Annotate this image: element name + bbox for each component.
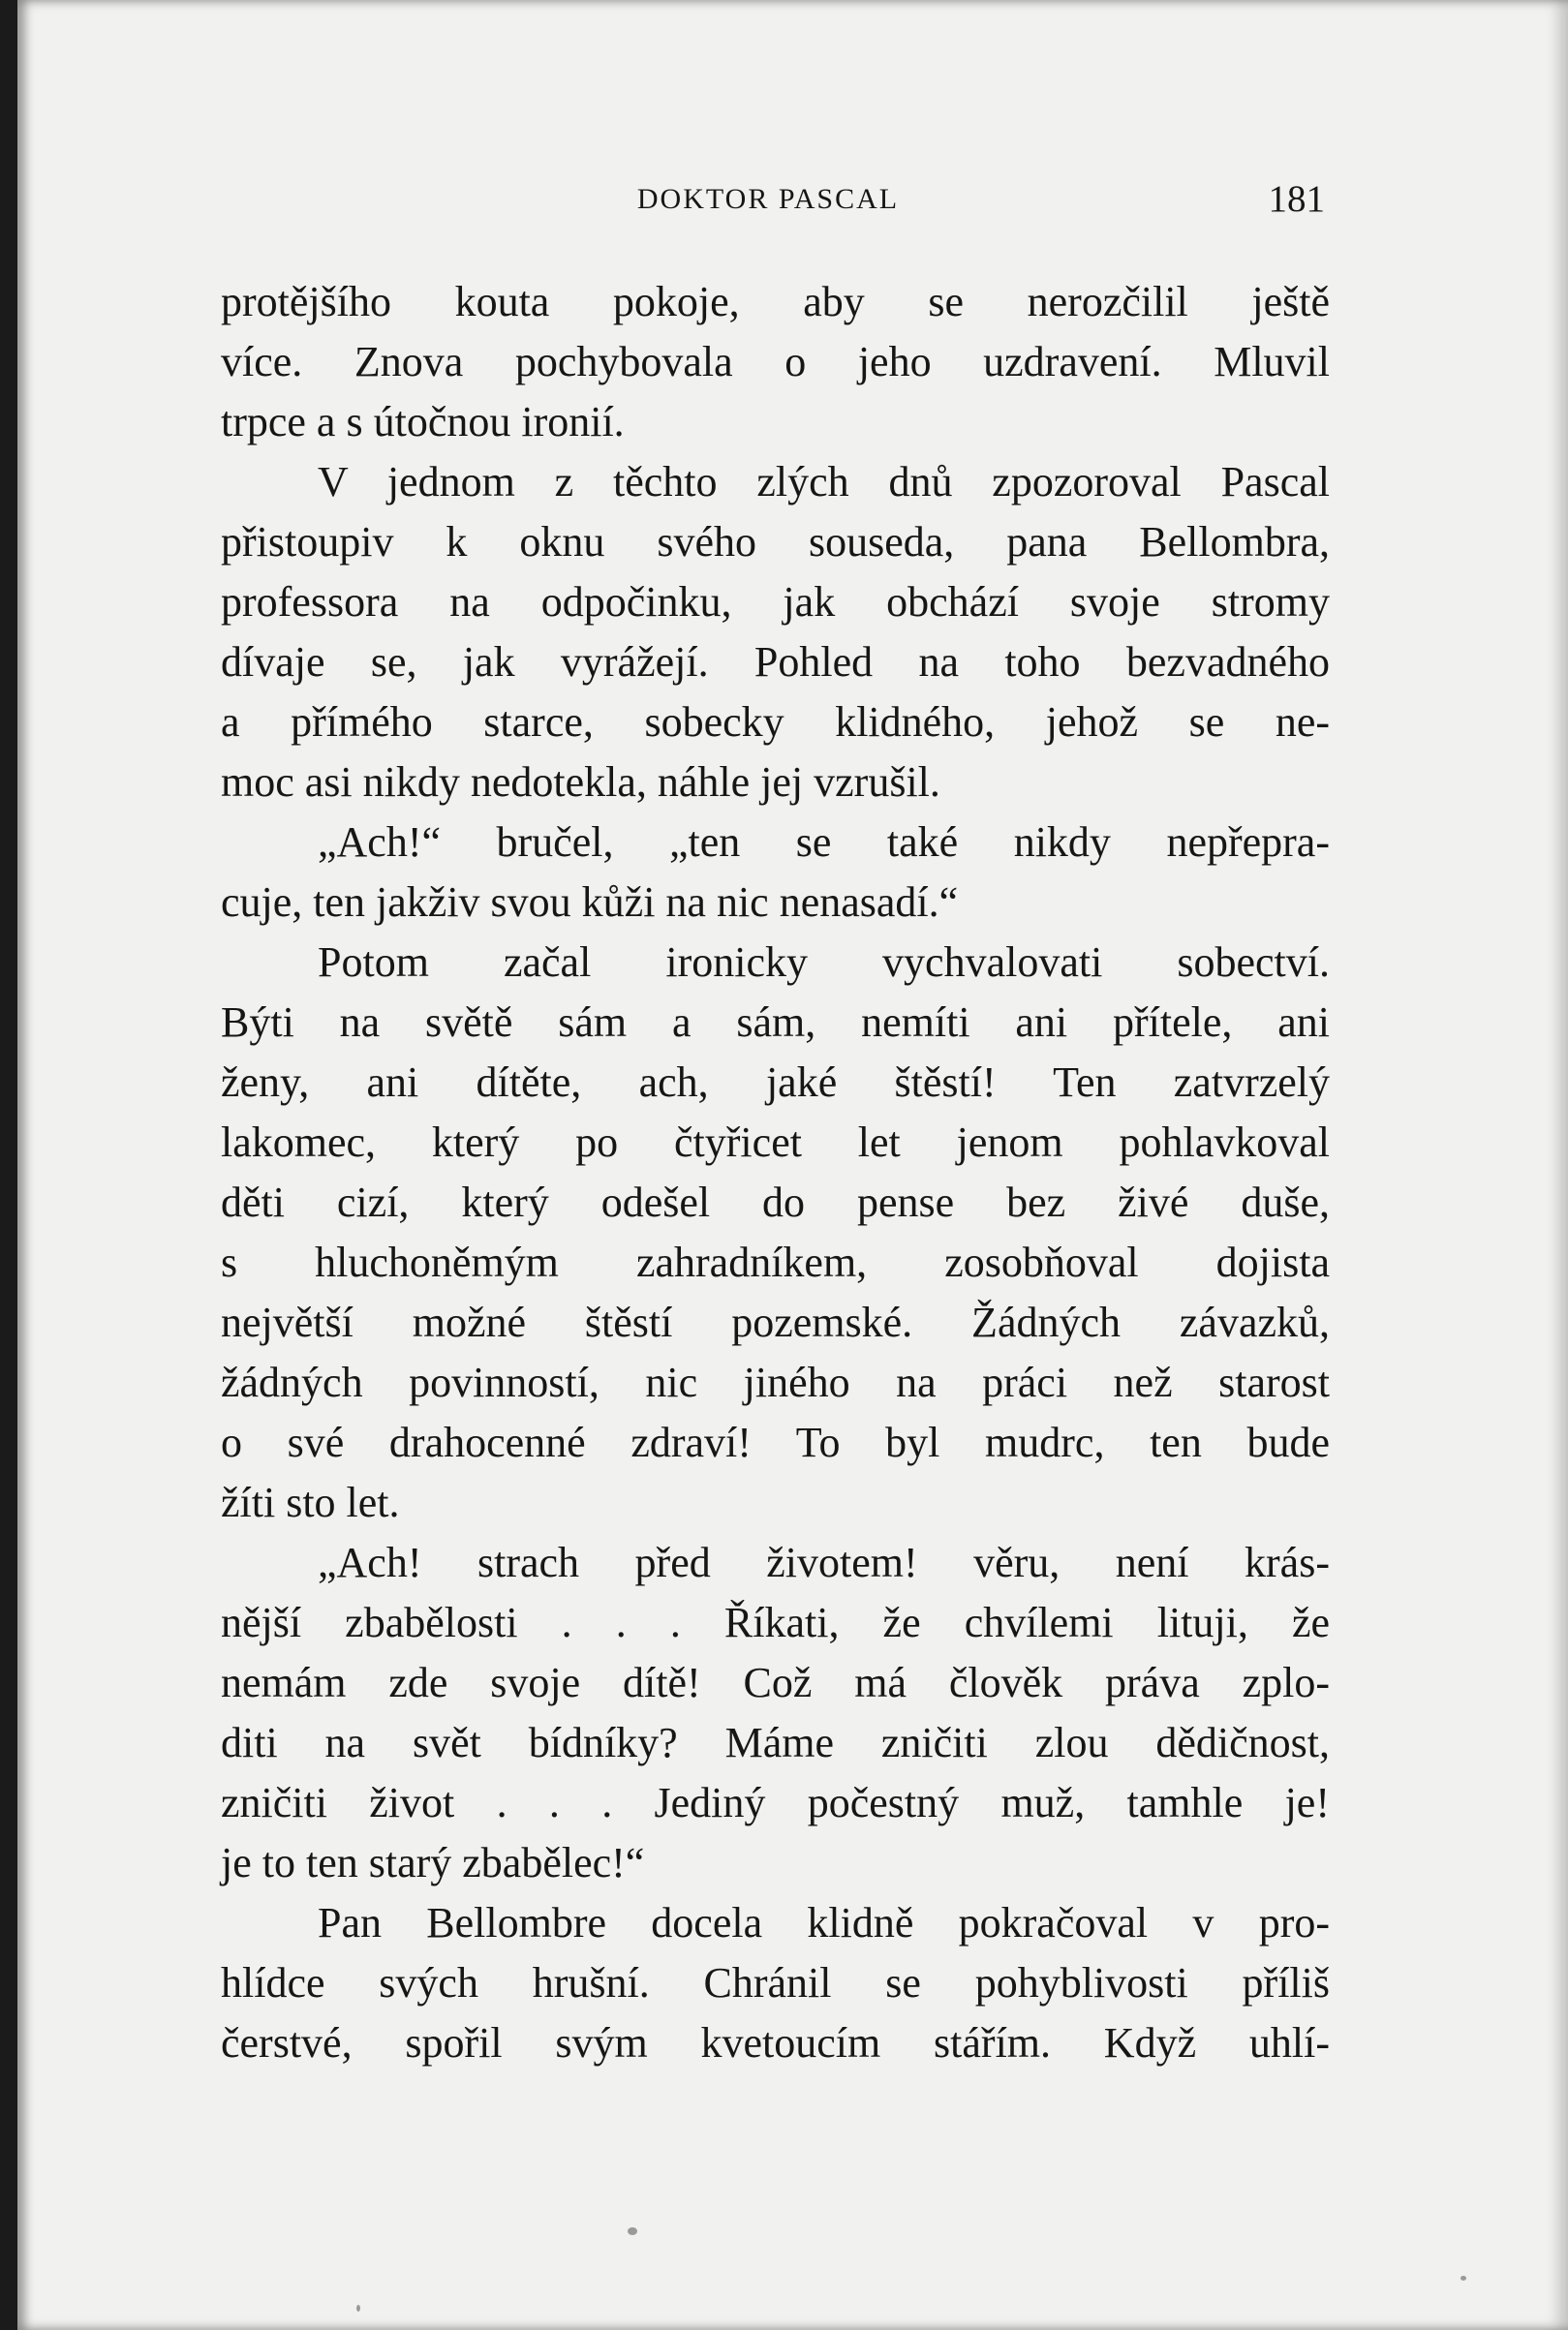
text-line: professora na odpočinku, jak obchází svoje stromy [221,578,1330,626]
text-line: zničiti život . . . Jediný počestný muž, tamhle je! [221,1779,1330,1826]
text-line: žádných povinností, nic jiného na práci než starost [221,1359,1330,1406]
text-line: Býti na světě sám a sám, nemíti ani přítele, ani [221,998,1330,1046]
paper-speck [1460,2276,1466,2281]
text-line: „Ach! strach před životem! věru, není krás- [318,1539,1330,1586]
text-line: ženy, ani dítěte, ach, jaké štěstí! Ten zatvrzelý [221,1058,1330,1106]
text-line: děti cizí, který odešel do pense bez živé duše, [221,1179,1330,1226]
body-text [221,272,1330,2073]
text-line: s hluchoněmým zahradníkem, zosobňoval dojista [221,1239,1330,1286]
book-page [17,0,1568,2330]
text-line: cuje, ten jakživ svou kůži na nic nenasadí.“ [221,878,959,926]
paper-speck [628,2227,637,2235]
text-line: je to ten starý zbabělec!“ [221,1839,645,1886]
text-line: diti na svět bídníky? Máme zničiti zlou dědičnost, [221,1719,1330,1766]
text-line: čerstvé, spořil svým kvetoucím stářím. Když uhlí- [221,2019,1330,2067]
text-line: „Ach!“ bručel, „ten se také nikdy nepřepra- [318,818,1330,866]
text-line: nější zbabělosti . . . Říkati, že chvílemi lituji, že [221,1599,1330,1646]
text-line: protějšího kouta pokoje, aby se nerozčilil ještě [221,278,1330,325]
text-line: a přímého starce, sobecky klidného, jehož se ne- [221,698,1330,746]
text-line: největší možné štěstí pozemské. Žádných závazků, [221,1299,1330,1346]
text-line: dívaje se, jak vyrážejí. Pohled na toho bezvadného [221,638,1330,686]
text-line: nemám zde svoje dítě! Což má člověk práva zplo- [221,1659,1330,1706]
running-title: DOKTOR PASCAL [636,183,900,215]
text-line: více. Znova pochybovala o jeho uzdravení. Mluvil [221,338,1330,385]
text-line: hlídce svých hrušní. Chránil se pohyblivosti příliš [221,1959,1330,2007]
text-line: Pan Bellombre docela klidně pokračoval v pro- [318,1899,1330,1947]
text-line: Potom začal ironicky vychvalovati sobectví. [318,938,1330,986]
paper-speck [356,2305,360,2312]
text-line: lakomec, který po čtyřicet let jenom pohlavkoval [221,1119,1330,1166]
text-line: moc asi nikdy nedotekla, náhle jej vzrušil. [221,758,940,806]
text-line: trpce a s útočnou ironií. [221,398,625,445]
text-line: V jednom z těchto zlých dnů zpozoroval Pascal [318,458,1330,506]
page-header [211,174,1325,225]
text-line: žíti sto let. [221,1479,400,1526]
text-line: o své drahocenné zdraví! To byl mudrc, ten bude [221,1419,1330,1466]
page-number: 181 [1268,178,1325,220]
text-line: přistoupiv k oknu svého souseda, pana Bellombra, [221,518,1330,566]
